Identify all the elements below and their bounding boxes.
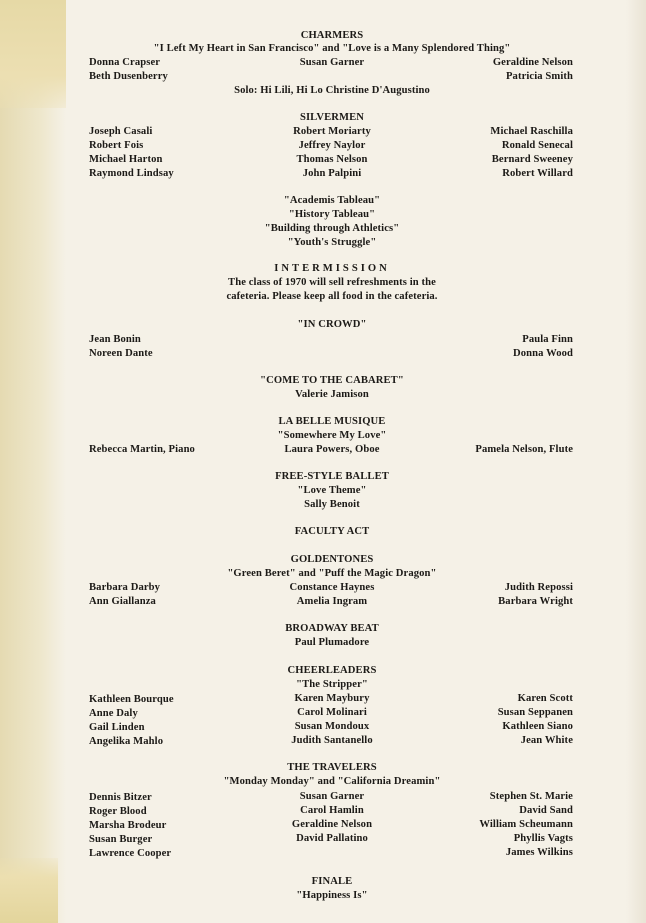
performer-name: Amelia Ingram <box>296 596 368 607</box>
performer-name: Joseph Casali <box>89 126 153 137</box>
charmers-songs: "I Left My Heart in San Francisco" and "Love is a Many Splendored Thing" <box>153 43 511 54</box>
performer-name: Judith Repossi <box>504 582 573 593</box>
performer-name: Dennis Bitzer <box>89 792 152 803</box>
travelers-songs: "Monday Monday" and "California Dreamin" <box>223 776 441 787</box>
performer-name: Susan Seppanen <box>497 707 573 718</box>
intermission-note: cafeteria. Please keep all food in the cafeteria. <box>226 291 438 302</box>
performer-name: Valerie Jamison <box>295 389 369 400</box>
performer-name: Susan Garner <box>299 791 365 802</box>
tableau-title: "Building through Athletics" <box>264 223 400 234</box>
section-heading-cabaret: "COME TO THE CABARET" <box>260 375 404 386</box>
tableau-title: "Youth's Struggle" <box>287 237 377 248</box>
goldentones-songs: "Green Beret" and "Puff the Magic Dragon" <box>227 568 437 579</box>
ballet-song: "Love Theme" <box>297 485 367 496</box>
finale-song: "Happiness Is" <box>296 890 368 901</box>
performer-name: Paula Finn <box>522 334 573 345</box>
performer-name: Lawrence Cooper <box>89 848 172 859</box>
performer-name: Patricia Smith <box>505 71 573 82</box>
performer-name: Pamela Nelson, Flute <box>475 444 573 455</box>
performer-name: Bernard Sweeney <box>491 154 573 165</box>
performer-name: Robert Moriarty <box>293 126 371 137</box>
performer-name: Judith Santanello <box>291 735 373 746</box>
performer-name: Donna Crapser <box>89 57 161 68</box>
performer-name: John Palpini <box>302 168 362 179</box>
performer-name: Geraldine Nelson <box>492 57 573 68</box>
performer-name: Anne Daly <box>89 708 138 719</box>
performer-name: Angelika Mahlo <box>89 736 164 747</box>
tableau-title: "Academis Tableau" <box>283 195 381 206</box>
performer-name: Karen Maybury <box>294 693 370 704</box>
performer-name: William Scheumann <box>479 819 573 830</box>
belle-musique-song: "Somewhere My Love" <box>277 430 387 441</box>
performer-name: Raymond Lindsay <box>89 168 174 179</box>
performer-name: Stephen St. Marie <box>489 791 573 802</box>
performer-name: Kathleen Siano <box>502 721 573 732</box>
section-heading-intermission: INTERMISSION <box>274 263 390 274</box>
performer-name: Robert Willard <box>502 168 573 179</box>
section-heading-finale: FINALE <box>311 876 353 887</box>
performer-name: James Wilkins <box>505 847 573 858</box>
performer-name: Beth Dusenberry <box>89 71 168 82</box>
performer-name: Marsha Brodeur <box>89 820 167 831</box>
performer-name: Thomas Nelson <box>296 154 368 165</box>
performer-name: Barbara Darby <box>89 582 161 593</box>
performer-name: David Sand <box>519 805 573 816</box>
charmers-solo: Solo: Hi Lili, Hi Lo Christine D'Augustino <box>234 85 430 96</box>
performer-name: Susan Burger <box>89 834 153 845</box>
section-heading-silvermen: SILVERMEN <box>299 112 365 123</box>
section-heading-ballet: FREE-STYLE BALLET <box>275 471 389 482</box>
performer-name: Gail Linden <box>89 722 145 733</box>
performer-name: Susan Garner <box>299 57 365 68</box>
section-heading-cheerleaders: CHEERLEADERS <box>287 665 377 676</box>
performer-name: Jean White <box>520 735 573 746</box>
performer-name: Ann Giallanza <box>89 596 156 607</box>
performer-name: Noreen Dante <box>89 348 153 359</box>
section-heading-broadway: BROADWAY BEAT <box>285 623 379 634</box>
performer-name: David Pallatino <box>296 833 368 844</box>
performer-name: Donna Wood <box>513 348 573 359</box>
section-heading-goldentones: GOLDENTONES <box>290 554 374 565</box>
performer-name: Geraldine Nelson <box>291 819 373 830</box>
performer-name: Robert Fois <box>89 140 144 151</box>
performer-name: Carol Hamlin <box>300 805 364 816</box>
cheerleaders-song: "The Stripper" <box>296 679 368 690</box>
section-heading-faculty: FACULTY ACT <box>294 526 370 537</box>
section-heading-belle-musique: LA BELLE MUSIQUE <box>278 416 386 427</box>
performer-name: Karen Scott <box>517 693 573 704</box>
performer-name: Carol Molinari <box>297 707 367 718</box>
performer-name: Roger Blood <box>89 806 147 817</box>
performer-name: Michael Harton <box>89 154 163 165</box>
performer-name: Jeffrey Naylor <box>298 140 366 151</box>
performer-name: Sally Benoit <box>304 499 360 510</box>
performer-name: Jean Bonin <box>89 334 141 345</box>
performer-name: Constance Haynes <box>289 582 375 593</box>
section-heading-charmers: CHARMERS <box>300 30 364 41</box>
performer-name: Rebecca Martin, Piano <box>89 444 195 455</box>
section-heading-in-crowd: "IN CROWD" <box>297 319 367 330</box>
section-heading-travelers: THE TRAVELERS <box>287 762 377 773</box>
performer-name: Ronald Senecal <box>501 140 573 151</box>
performer-name: Michael Raschilla <box>490 126 573 137</box>
performer-name: Kathleen Bourque <box>89 694 174 705</box>
performer-name: Phyllis Vagts <box>513 833 573 844</box>
performer-name: Barbara Wright <box>498 596 573 607</box>
performer-name: Susan Mondoux <box>294 721 370 732</box>
performer-name: Laura Powers, Oboe <box>284 444 380 455</box>
tableau-title: "History Tableau" <box>288 209 376 220</box>
intermission-note: The class of 1970 will sell refreshments in the <box>228 277 436 288</box>
performer-name: Paul Plumadore <box>294 637 370 648</box>
